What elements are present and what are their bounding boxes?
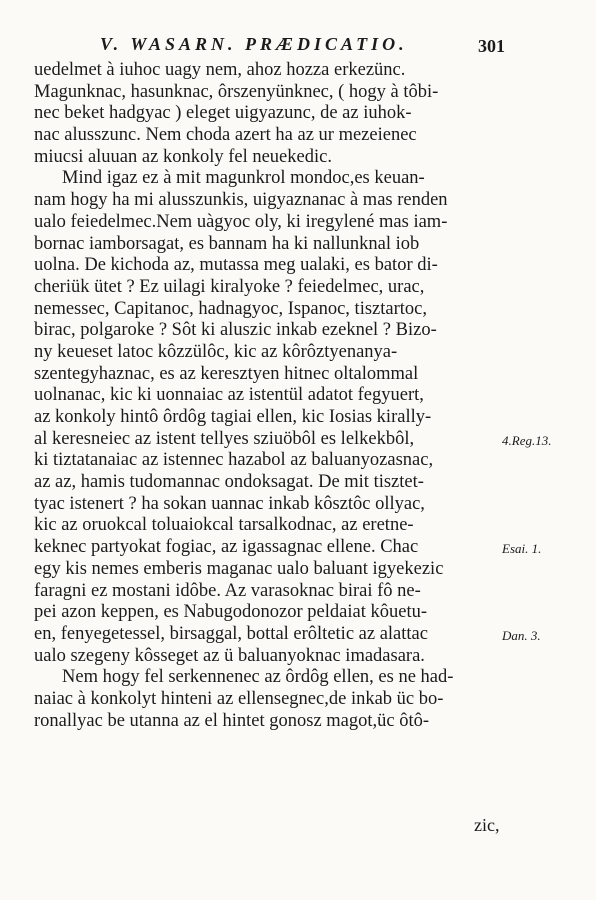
text-line: Mind igaz ez à mit magunkrol mondoc,es keuan- <box>62 168 425 189</box>
text-line: naiac à konkolyt hinteni az ellensegnec,de inkab üc bo- <box>34 688 444 709</box>
running-head-title: V. WASARN. PRÆDICATIO. <box>100 34 408 54</box>
text-line: nac alusszunc. Nem choda azert ha az ur mezeienec <box>34 125 417 146</box>
text-line: ronallyac be utanna az el hintet gonosz magot,üc ôtô- <box>34 710 430 731</box>
text-line: nemessec, Capitanoc, hadnagyoc, Ispanoc, tisztartoc, <box>34 298 427 319</box>
text-line: faragni ez mostani idôbe. Az varasoknac birai fô ne- <box>34 580 421 601</box>
text-line: ualo szegeny kôsseget az ü baluanyoknac imadasara. <box>34 645 425 666</box>
margin-note: Dan. 3. <box>502 628 541 644</box>
text-line: az az, hamis tudomannac ondoksagat. De mit tisztet- <box>34 472 424 493</box>
text-line: Magunknac, hasunknac, ôrszenyünknec, ( hogy à tôbi- <box>34 81 439 102</box>
text-line: szentegyhaznac, es az keresztyen hitnec oltalommal <box>34 363 419 384</box>
margin-note: Esai. 1. <box>502 541 542 557</box>
text-line: al keresneiec az istent tellyes sziuöbôl es lelkekbôl, <box>34 428 415 449</box>
text-line: ny keueset latoc kôzzülôc, kic az kôrôztyenanya- <box>34 341 398 362</box>
text-line: kic az oruokcal toluaiokcal tarsalkodnac, az eretne- <box>34 515 414 536</box>
text-line: en, fenyegetessel, birsaggal, bottal erôltetic az alattac <box>34 623 428 644</box>
text-line: nec beket hadgyac ) eleget uigyazunc, de az iuhok- <box>34 103 412 124</box>
page-number: 301 <box>478 36 505 56</box>
margin-note: 4.Reg.13. <box>502 432 552 448</box>
text-line: ki tiztatanaiac az istennec hazabol az baluanyozasnac, <box>34 450 434 471</box>
text-line: uedelmet à iuhoc uagy nem, ahoz hozza erkezünc. <box>34 60 406 80</box>
text-line: birac, polgaroke ? Sôt ki aluszic inkab ezeknel ? Bizo- <box>34 320 437 341</box>
text-line: bornac iamborsagat, es bannam ha ki nallunknal iob <box>34 233 420 254</box>
text-line: pei azon keppen, es Nabugodonozor peldaiat kôuetu- <box>34 602 427 623</box>
text-line: egy kis nemes emberis maganac ualo baluant igyekezic <box>34 558 444 579</box>
text-line: ualo feiedelmec.Nem uàgyoc oly, ki iregylené mas iam- <box>34 211 448 232</box>
text-line: cheriük ütet ? Ez uilagi kiralyoke ? feiedelmec, urac, <box>34 276 425 297</box>
text-line: keknec partyokat fogiac, az igassagnac ellene. Chac <box>34 537 419 558</box>
text-line: nam hogy ha mi alusszunkis, uigyaznanac à mas renden <box>34 190 448 211</box>
body-text <box>34 60 494 732</box>
text-line: tyac istenert ? ha sokan uannac inkab kôsztôc ollyac, <box>34 493 425 514</box>
text-line: az konkoly hintô ôrdôg tagiai ellen, kic Iosias kirally- <box>34 407 432 427</box>
text-line: Nem hogy fel serkennenec az ôrdôg ellen, es ne had- <box>62 667 454 688</box>
text-line: uolna. De kichoda az, mutassa meg ualaki, es bator di- <box>34 255 438 276</box>
text-line: uolnanac, kic ki uonnaiac az istentül adatot fegyuert, <box>34 385 424 406</box>
text-line: miucsi aluuan az konkoly fel neuekedic. <box>34 146 332 167</box>
catchword: zic, <box>474 815 500 835</box>
